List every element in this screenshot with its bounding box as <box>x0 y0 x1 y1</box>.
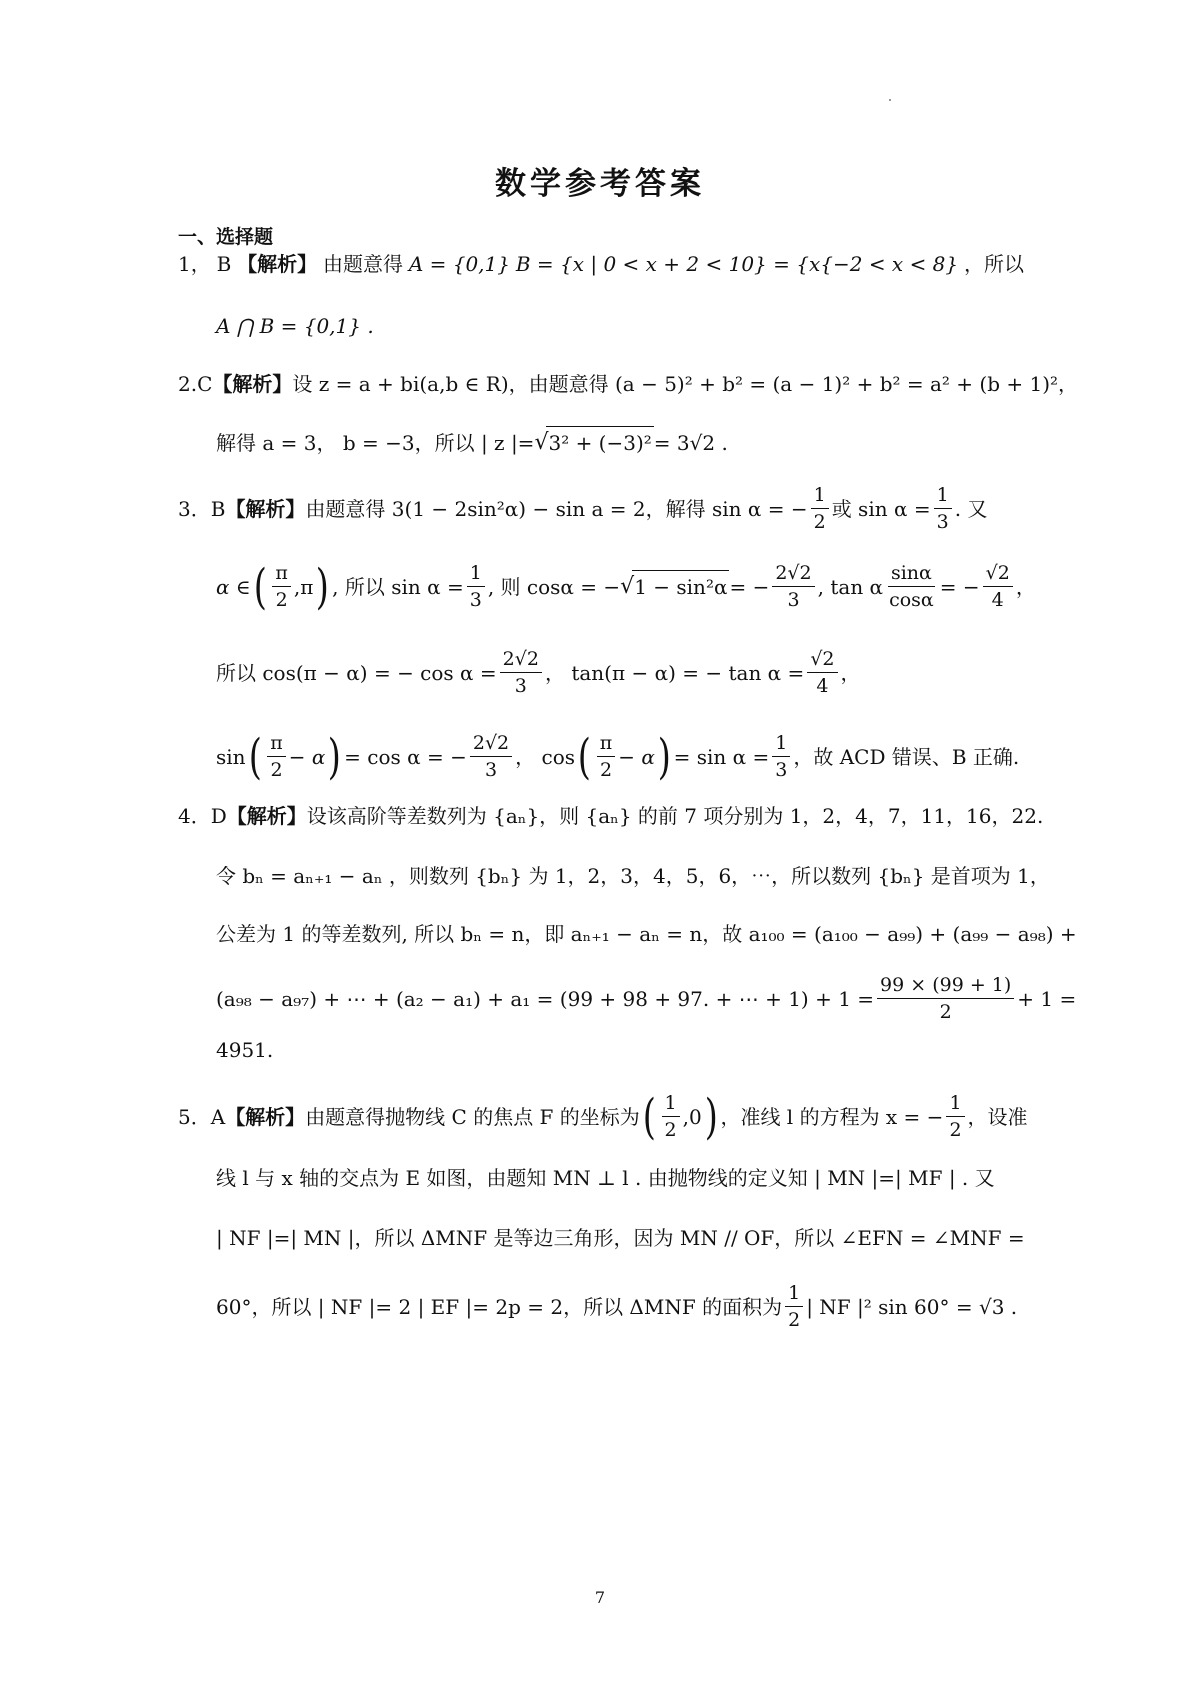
q2-line-2 <box>216 426 1024 459</box>
q5-line-3 <box>216 1222 1024 1254</box>
q5-answer: A <box>210 1104 226 1129</box>
q3-line-1 <box>178 482 1024 535</box>
q3-tag: 【解析】 <box>225 496 306 521</box>
q3-text-4c: = cos α = − <box>344 744 467 769</box>
q4-tag: 【解析】 <box>226 804 307 828</box>
left-paren: ( <box>253 558 267 615</box>
fraction: $\frac{1}{2}$ <box>662 1090 680 1143</box>
right-paren: ) <box>657 728 671 785</box>
fraction: $\frac{1}{3}$ <box>934 482 952 535</box>
q2-text-2b: = 3√2 . <box>653 430 728 455</box>
fraction: $\frac{99 \times (99 + 1)}{2}$ <box>877 972 1014 1025</box>
q3-radicand: 1 − sin²α <box>632 570 729 603</box>
q1-set-b: B = {x | 0 < x + 2 < 10} = {x{−2 < x < 8} <box>515 252 959 276</box>
q3-text-2b: ,π <box>293 574 314 599</box>
q3-text-3a: 所以 cos(π − α) = − cos α = <box>216 660 497 685</box>
q4-text-3: 公差为 1 的等差数列, 所以 bₙ = n，即 aₙ₊₁ − aₙ = n，故 a₁₀₀ = (a₁₀₀ − a₉₉) + (a₉₉ − a₉₈) + <box>216 922 1077 946</box>
q5-line-4 <box>216 1280 1024 1333</box>
page-title: 数学参考答案 <box>495 166 705 202</box>
q4-text-1: 设该高阶等差数列为 {aₙ}，则 {aₙ} 的前 7 项分别为 1，2，4，7，11，16，22. <box>306 804 1044 828</box>
fraction: $\frac{\sin\alpha}{\cos\alpha}$ <box>889 562 934 611</box>
fraction: $\frac{2√2}{3}$ <box>772 560 814 613</box>
q3-text-4d: ， cos <box>515 744 576 769</box>
q2-tag: 【解析】 <box>212 372 293 396</box>
q4-number: 4． <box>178 804 211 828</box>
q5-text-2: 线 l 与 x 轴的交点为 E 如图，由题知 MN ⊥ l . 由抛物线的定义知 | MN |=| MF | . 又 <box>216 1166 995 1190</box>
q1-set-a: A = {0,1} <box>408 252 510 276</box>
q2-radicand: 3² + (−3)² <box>546 426 653 459</box>
q4-line-5 <box>216 1034 1024 1066</box>
q5-text-1a: 由题意得抛物线 C 的焦点 F 的坐标为 <box>305 1104 640 1129</box>
scan-dot <box>889 99 891 101</box>
q4-text-4a: (a₉₈ − a₉₇) + ⋯ + (a₂ − a₁) + a₁ = (99 + 98 + 97. + ⋯ + 1) + 1 = <box>216 986 875 1011</box>
q5-line-1 <box>178 1088 1028 1145</box>
q2-text-1: 设 z = a + bi(a,b ∈ R)，由题意得 (a − 5)² + b² = (a − 1)² + b² = a² + (b + 1)²， <box>292 372 1079 396</box>
sqrt-symbol: √ <box>620 573 635 599</box>
q3-text-2f: , tan α <box>817 574 884 599</box>
q3-text-2a: α ∈ <box>216 574 251 599</box>
fraction: $\frac{2√2}{3}$ <box>470 730 512 783</box>
q3-text-1c: . 又 <box>954 496 988 521</box>
q3-text-2d: , 则 cosα = − <box>487 574 621 599</box>
left-paren: ( <box>577 728 591 785</box>
q5-text-3: | NF |=| MN |，所以 ΔMNF 是等边三角形，因为 MN // OF，所以 ∠EFN = ∠MNF = <box>216 1226 1025 1250</box>
fraction: $\frac{2√2}{3}$ <box>500 646 542 699</box>
q3-text-4f: ，故 ACD 错误、B 正确. <box>793 744 1020 769</box>
fraction: $\frac{√2}{4}$ <box>983 560 1013 613</box>
q3-text-4b-repeat: − α <box>618 744 655 769</box>
q2-number: 2. <box>178 372 198 396</box>
q3-line-3 <box>216 646 1024 699</box>
q5-text-4a: 60°，所以 | NF |= 2 | EF |= 2p = 2，所以 ΔMNF 的面积为 <box>216 1294 783 1319</box>
sqrt-symbol: √ <box>534 429 549 455</box>
q4-line-4 <box>216 972 1077 1025</box>
q4-text-2: 令 bₙ = aₙ₊₁ − aₙ ，则数列 {bₙ} 为 1，2，3，4，5，6，⋯，所以数列 {bₙ} 是首项为 1， <box>216 864 1050 888</box>
q1-connector: ，所以 <box>963 252 1024 276</box>
q1-number: 1， <box>178 252 211 276</box>
q4-text-5: 4951. <box>216 1038 274 1062</box>
q5-tag: 【解析】 <box>225 1104 306 1129</box>
q4-line-3 <box>216 918 1077 950</box>
q3-text-4a: sin <box>216 744 246 769</box>
fraction: $\frac{\pi}{2}$ <box>267 730 286 783</box>
q3-answer: B <box>210 496 226 521</box>
q5-text-1c: ，准线 l 的方程为 x = − <box>720 1104 944 1129</box>
q1-line-2 <box>216 310 1024 342</box>
q3-text-4e: = sin α = <box>673 744 770 769</box>
fraction: $\frac{1}{3}$ <box>467 560 485 613</box>
q4-answer: D <box>210 804 227 828</box>
q3-text-2e: = − <box>729 574 770 599</box>
q1-line-1 <box>178 248 1024 280</box>
q1-tag: 【解析】 <box>237 252 318 276</box>
q5-text-1d: ，设准 <box>967 1104 1028 1129</box>
fraction: $\frac{1}{2}$ <box>946 1090 964 1143</box>
right-paren: ) <box>316 558 330 615</box>
q5-number: 5． <box>178 1104 211 1129</box>
q3-line-4 <box>216 730 1024 783</box>
q3-number: 3． <box>178 496 211 521</box>
q1-text: 由题意得 <box>322 252 403 276</box>
page-number: 7 <box>594 1588 606 1607</box>
section-heading: 一、选择题 <box>178 226 274 248</box>
left-paren: ( <box>248 728 262 785</box>
q4-text-4b: + 1 = <box>1017 986 1077 1011</box>
q3-text-1a: 由题意得 3(1 − 2sin²α) − sin a = 2，解得 sin α = − <box>305 496 808 521</box>
left-paren: ( <box>642 1088 656 1145</box>
fraction: $\frac{\pi}{2}$ <box>597 730 616 783</box>
fraction: $\frac{1}{2}$ <box>811 482 829 535</box>
fraction: $\frac{\pi}{2}$ <box>272 560 291 613</box>
q3-text-4b: − α <box>288 744 326 769</box>
q3-line-2: α ∈ ( $\frac{\pi}{2}$ ,π ) , 所以 sin α = $\frac{1}{3}$ , 则 cosα = − √ 1 − sin²α = − $\frac{2√2}{3}$ , tan α $\frac{\sin\alpha}{\cos\alpha}$ = − $\frac{√2}{4}$ ， <box>216 558 1036 615</box>
right-paren: ) <box>704 1088 718 1145</box>
q5-text-4b: | NF |² sin 60° = √3 . <box>806 1294 1018 1319</box>
fraction: $\frac{√2}{4}$ <box>807 646 837 699</box>
q5-text-1b: ,0 <box>682 1104 702 1129</box>
q1-result: A ⋂ B = {0,1} . <box>216 314 374 338</box>
q3-text-2c: , 所以 sin α = <box>332 574 464 599</box>
fraction: $\frac{1}{3}$ <box>772 730 790 783</box>
q4-line-2 <box>216 860 1050 892</box>
q4-line-1 <box>178 800 1044 832</box>
q3-text-2g: = − <box>939 574 980 599</box>
q5-line-2 <box>216 1162 1024 1194</box>
fraction: $\frac{1}{2}$ <box>785 1280 803 1333</box>
q3-text-3c: ， <box>840 660 861 685</box>
q2-text-2a: 解得 a = 3， b = −3，所以 | z |= <box>216 430 535 455</box>
q2-line-1 <box>178 368 1079 400</box>
q3-text-1b: 或 sin α = <box>831 496 931 521</box>
q1-answer: B <box>216 252 232 276</box>
q3-text-3b: ， tan(π − α) = − tan α = <box>544 660 805 685</box>
right-paren: ) <box>328 728 342 785</box>
q2-answer: C <box>197 372 213 396</box>
